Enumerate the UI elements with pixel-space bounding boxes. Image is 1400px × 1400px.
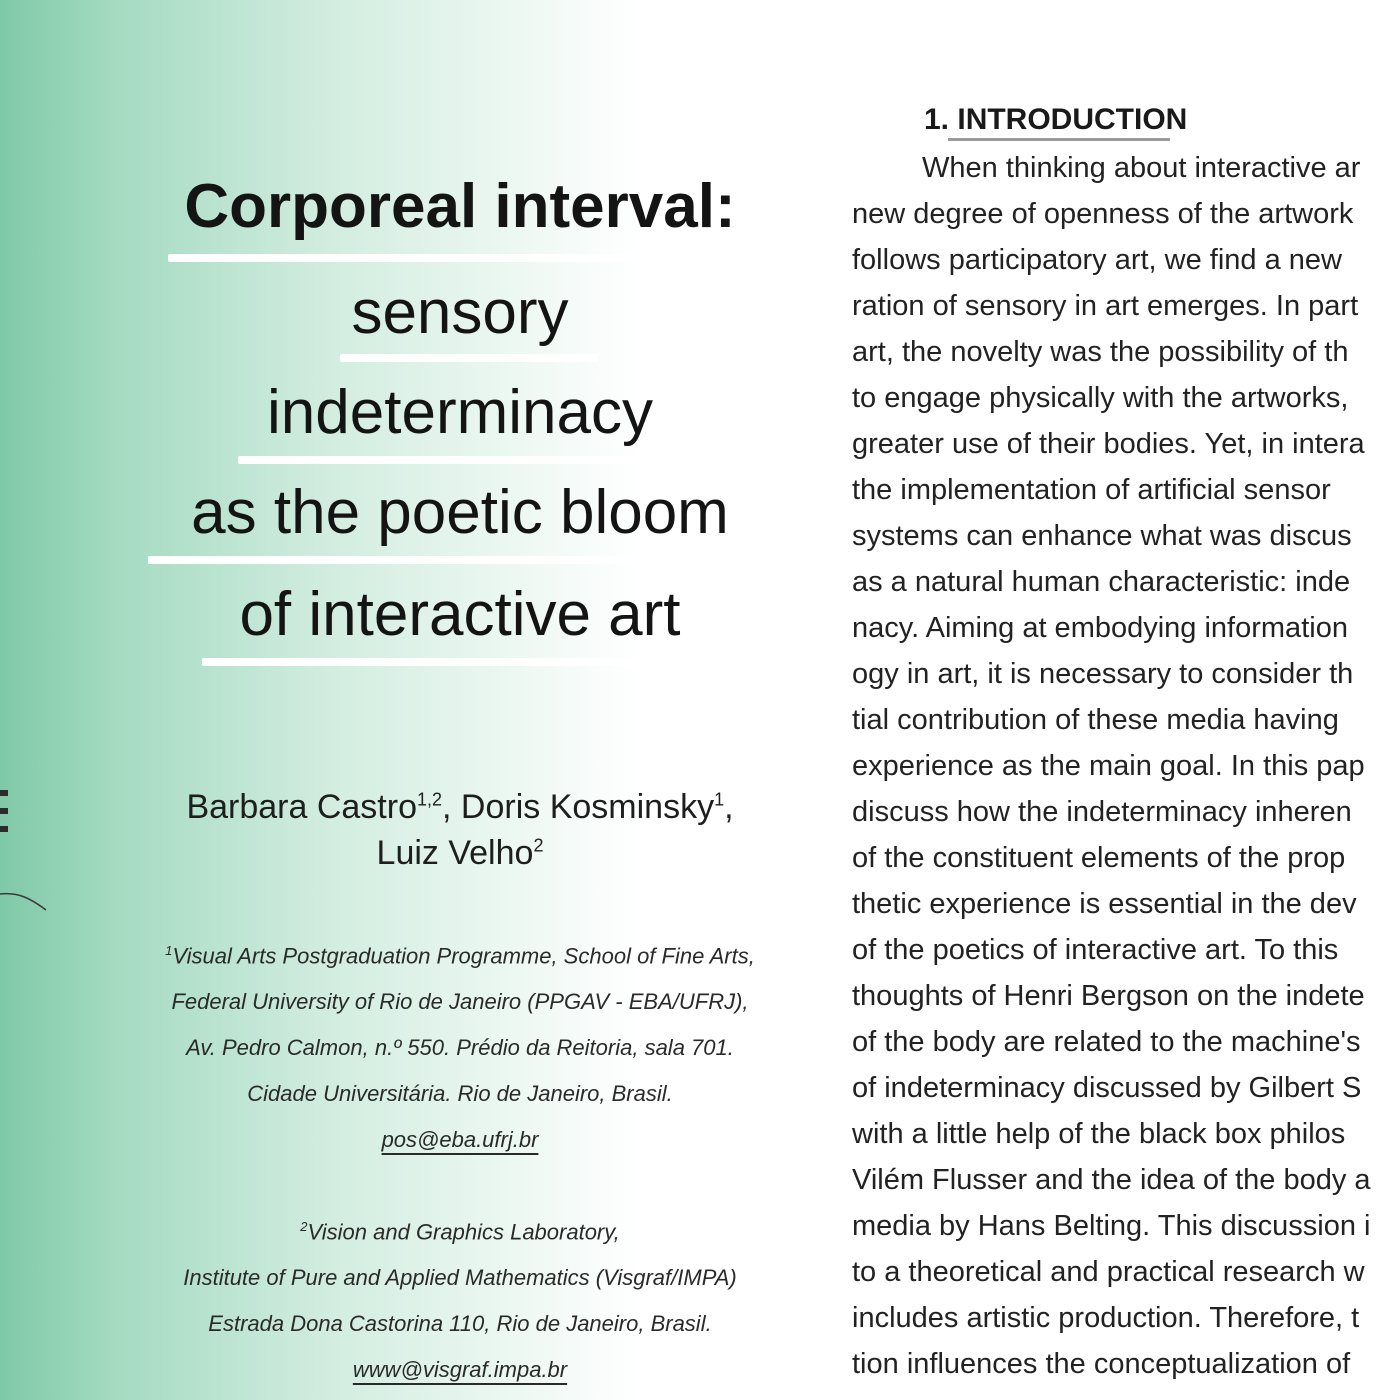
affiliation-sup: 1 bbox=[165, 943, 173, 958]
body-text-line: tion influences the conceptualization of bbox=[852, 1348, 1351, 1380]
author-affil-sup: 1 bbox=[714, 789, 725, 810]
body-text-line: to engage physically with the artworks, bbox=[852, 382, 1349, 414]
body-text-line: of the body are related to the machine's bbox=[852, 1026, 1361, 1058]
body-text-line: experience as the main goal. In this pap bbox=[852, 750, 1365, 782]
affiliation-line: Av. Pedro Calmon, n.º 550. Prédio da Reitoria, sala 701. bbox=[186, 1035, 734, 1061]
body-text-line: the implementation of artificial sensor bbox=[852, 474, 1331, 506]
title-underline bbox=[168, 254, 758, 262]
affiliation-2 bbox=[110, 1204, 810, 1393]
body-text-line: tial contribution of these media having bbox=[852, 704, 1339, 736]
title-main: Corporeal interval: bbox=[184, 172, 736, 241]
section-heading-underline bbox=[948, 138, 1170, 141]
affiliation-line: Federal University of Rio de Janeiro (PPGAV - EBA/UFRJ), bbox=[171, 989, 749, 1015]
title-underline bbox=[238, 456, 688, 464]
affiliation-line: Cidade Universitária. Rio de Janeiro, Brasil. bbox=[247, 1081, 673, 1107]
affiliation-sup: 2 bbox=[300, 1219, 308, 1234]
body-text-line: When thinking about interactive ar bbox=[922, 152, 1361, 184]
title-sub-2: indeterminacy bbox=[267, 378, 653, 447]
affiliation-line: Institute of Pure and Applied Mathematics (Visgraf/IMPA) bbox=[183, 1265, 737, 1291]
authors-line-2 bbox=[110, 830, 810, 876]
body-text-line: greater use of their bodies. Yet, in intera bbox=[852, 428, 1365, 460]
body-text-line: media by Hans Belting. This discussion i bbox=[852, 1210, 1371, 1242]
author-affil-sup: 2 bbox=[533, 835, 544, 856]
section-heading: 1. INTRODUCTION bbox=[924, 103, 1188, 136]
body-text-line: with a little help of the black box philos bbox=[852, 1118, 1346, 1150]
affiliation-line bbox=[110, 1204, 810, 1255]
decorative-curve bbox=[0, 880, 60, 920]
introduction-column bbox=[852, 0, 1400, 1400]
body-text-line: ogy in art, it is necessary to consider th bbox=[852, 658, 1354, 690]
body-text-line: thetic experience is essential in the dev bbox=[852, 888, 1357, 920]
body-text-line: of the constituent elements of the prop bbox=[852, 842, 1346, 874]
title-column bbox=[110, 0, 810, 1400]
body-text-line: new degree of openness of the artwork bbox=[852, 198, 1354, 230]
email-link[interactable]: www@visgraf.impa.br bbox=[352, 1357, 568, 1383]
affiliation-line bbox=[110, 928, 810, 979]
title-underline bbox=[148, 556, 772, 564]
author-affil-sup: 1,2 bbox=[416, 789, 443, 810]
affiliation-line bbox=[110, 1347, 810, 1393]
title-underline bbox=[202, 658, 722, 666]
title-sub-1: sensory bbox=[351, 278, 569, 347]
title-sub-3: as the poetic bloom bbox=[191, 478, 729, 547]
body-text-line: of the poetics of interactive art. To this bbox=[852, 934, 1339, 966]
body-text-line: thoughts of Henri Bergson on the indete bbox=[852, 980, 1365, 1012]
email-link[interactable]: pos@eba.ufrj.br bbox=[381, 1127, 539, 1153]
author-name: , Doris Kosminsky bbox=[442, 788, 715, 826]
spine-mark bbox=[0, 790, 10, 850]
body-text-line: systems can enhance what was discus bbox=[852, 520, 1352, 552]
affiliation-line: Estrada Dona Castorina 110, Rio de Janeiro, Brasil. bbox=[208, 1311, 712, 1337]
body-text-line: Vilém Flusser and the idea of the body a bbox=[852, 1164, 1371, 1196]
affiliation-1 bbox=[110, 928, 810, 1163]
title-underline bbox=[340, 354, 598, 362]
body-text-line: discuss how the indeterminacy inheren bbox=[852, 796, 1352, 828]
authors-line-1 bbox=[110, 784, 810, 830]
affiliation-line bbox=[110, 1117, 810, 1163]
body-text-line: as a natural human characteristic: inde bbox=[852, 566, 1351, 598]
body-text-line: to a theoretical and practical research w bbox=[852, 1256, 1365, 1288]
author-separator: , bbox=[724, 788, 734, 826]
body-text-line: art, the novelty was the possibility of th bbox=[852, 336, 1349, 368]
authors bbox=[110, 784, 810, 876]
body-text-line: includes artistic production. Therefore, t bbox=[852, 1302, 1360, 1334]
affiliation-text: Visual Arts Postgraduation Programme, School of Fine Arts, bbox=[172, 943, 755, 969]
title-sub-4: of interactive art bbox=[239, 580, 681, 649]
body-text-line: nacy. Aiming at embodying information bbox=[852, 612, 1348, 644]
body-text-line: ration of sensory in art emerges. In part bbox=[852, 290, 1359, 322]
author-name: Barbara Castro bbox=[186, 788, 417, 826]
body-text-line: of indeterminacy discussed by Gilbert S bbox=[852, 1072, 1362, 1104]
author-name: Luiz Velho bbox=[376, 834, 534, 872]
body-text-line: follows participatory art, we find a new bbox=[852, 244, 1342, 276]
affiliation-text: Vision and Graphics Laboratory, bbox=[307, 1219, 620, 1245]
